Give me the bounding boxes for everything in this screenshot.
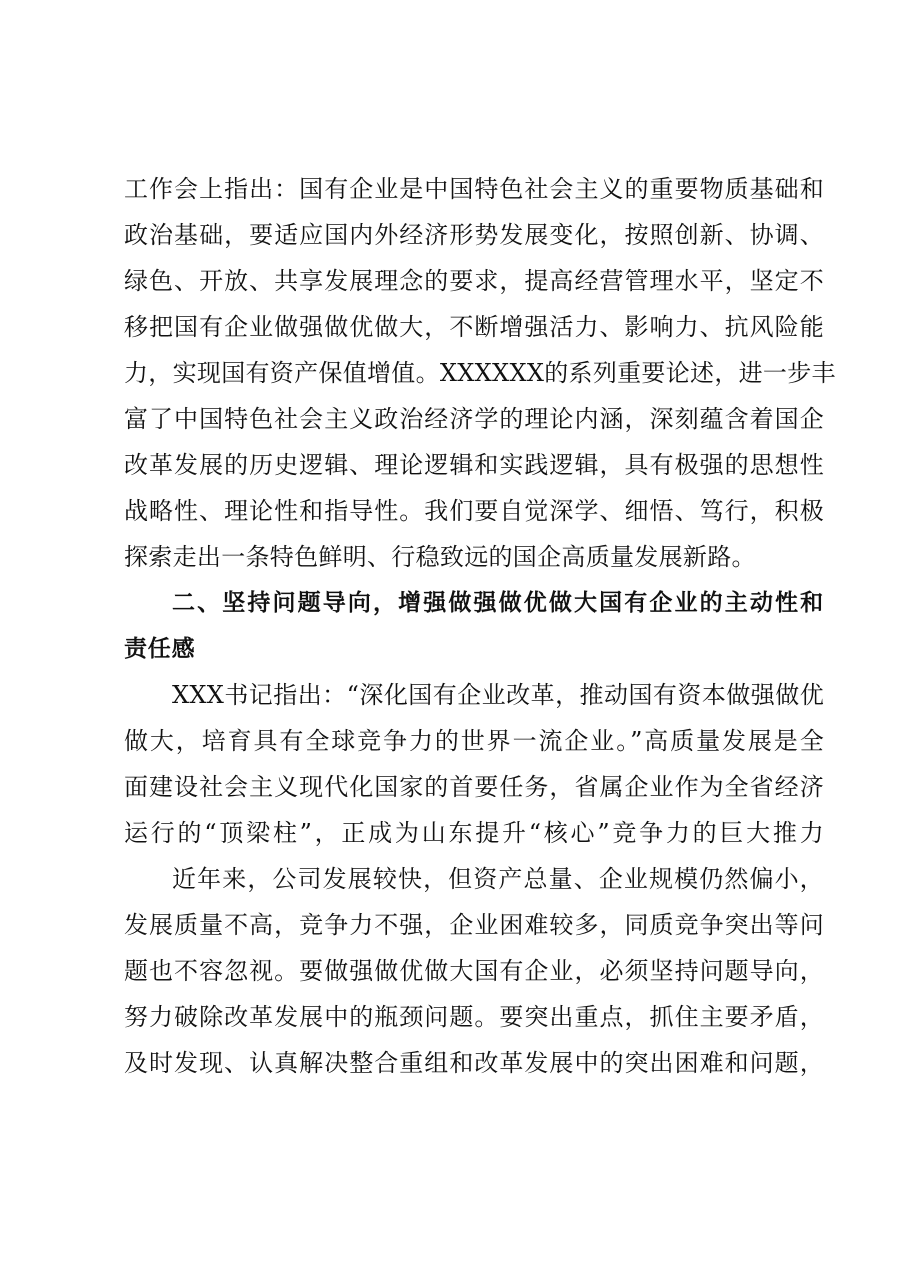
paragraph-line: 题也不容忽视。要做强做优做大国有企业，必须坚持问题导向， (124, 957, 824, 985)
paragraph-line: 做大，培育具有全球竞争力的世界一流企业。”高质量发展是全 (124, 727, 824, 755)
paragraph-line: 探索走出一条特色鲜明、行稳致远的国企高质量发展新路。 (124, 543, 756, 571)
paragraph-line: 力，实现国有资产保值增值。XXXXXX的系列重要论述，进一步丰 (124, 359, 836, 387)
paragraph-line: 政治基础，要适应国内外经济形势发展变化，按照创新、协调、 (124, 221, 824, 249)
paragraph-line: 工作会上指出：国有企业是中国特色社会主义的重要物质基础和 (124, 175, 824, 203)
paragraph-line: 发展质量不高，竞争力不强，企业困难较多，同质竞争突出等问 (124, 911, 824, 939)
section-heading-continuation: 责任感 (124, 636, 196, 662)
paragraph-line: 近年来，公司发展较快，但资产总量、企业规模仍然偏小， (172, 865, 824, 893)
paragraph-line: 及时发现、认真解决整合重组和改革发展中的突出困难和问题， (124, 1049, 824, 1077)
section-heading: 二、坚持问题导向，增强做强做优做大国有企业的主动性和 (172, 590, 824, 616)
paragraph-line: 绿色、开放、共享发展理念的要求，提高经营管理水平，坚定不 (124, 267, 824, 295)
paragraph-line: 改革发展的历史逻辑、理论逻辑和实践逻辑，具有极强的思想性 (124, 451, 824, 479)
paragraph-line: XXX书记指出：“深化国有企业改革，推动国有资本做强做优 (172, 681, 824, 709)
paragraph-line: 战略性、理论性和指导性。我们要自觉深学、细悟、笃行，积极 (124, 497, 824, 525)
paragraph-line: 努力破除改革发展中的瓶颈问题。要突出重点，抓住主要矛盾， (124, 1003, 824, 1031)
paragraph-line: 移把国有企业做强做优做大，不断增强活力、影响力、抗风险能 (124, 313, 824, 341)
paragraph-line: 富了中国特色社会主义政治经济学的理论内涵，深刻蕴含着国企 (124, 405, 824, 433)
paragraph-line: 运行的“顶梁柱”，正成为山东提升“核心”竞争力的巨大推力 (124, 819, 824, 847)
paragraph-line: 面建设社会主义现代化国家的首要任务，省属企业作为全省经济 (124, 773, 824, 801)
document-body (124, 166, 836, 1086)
